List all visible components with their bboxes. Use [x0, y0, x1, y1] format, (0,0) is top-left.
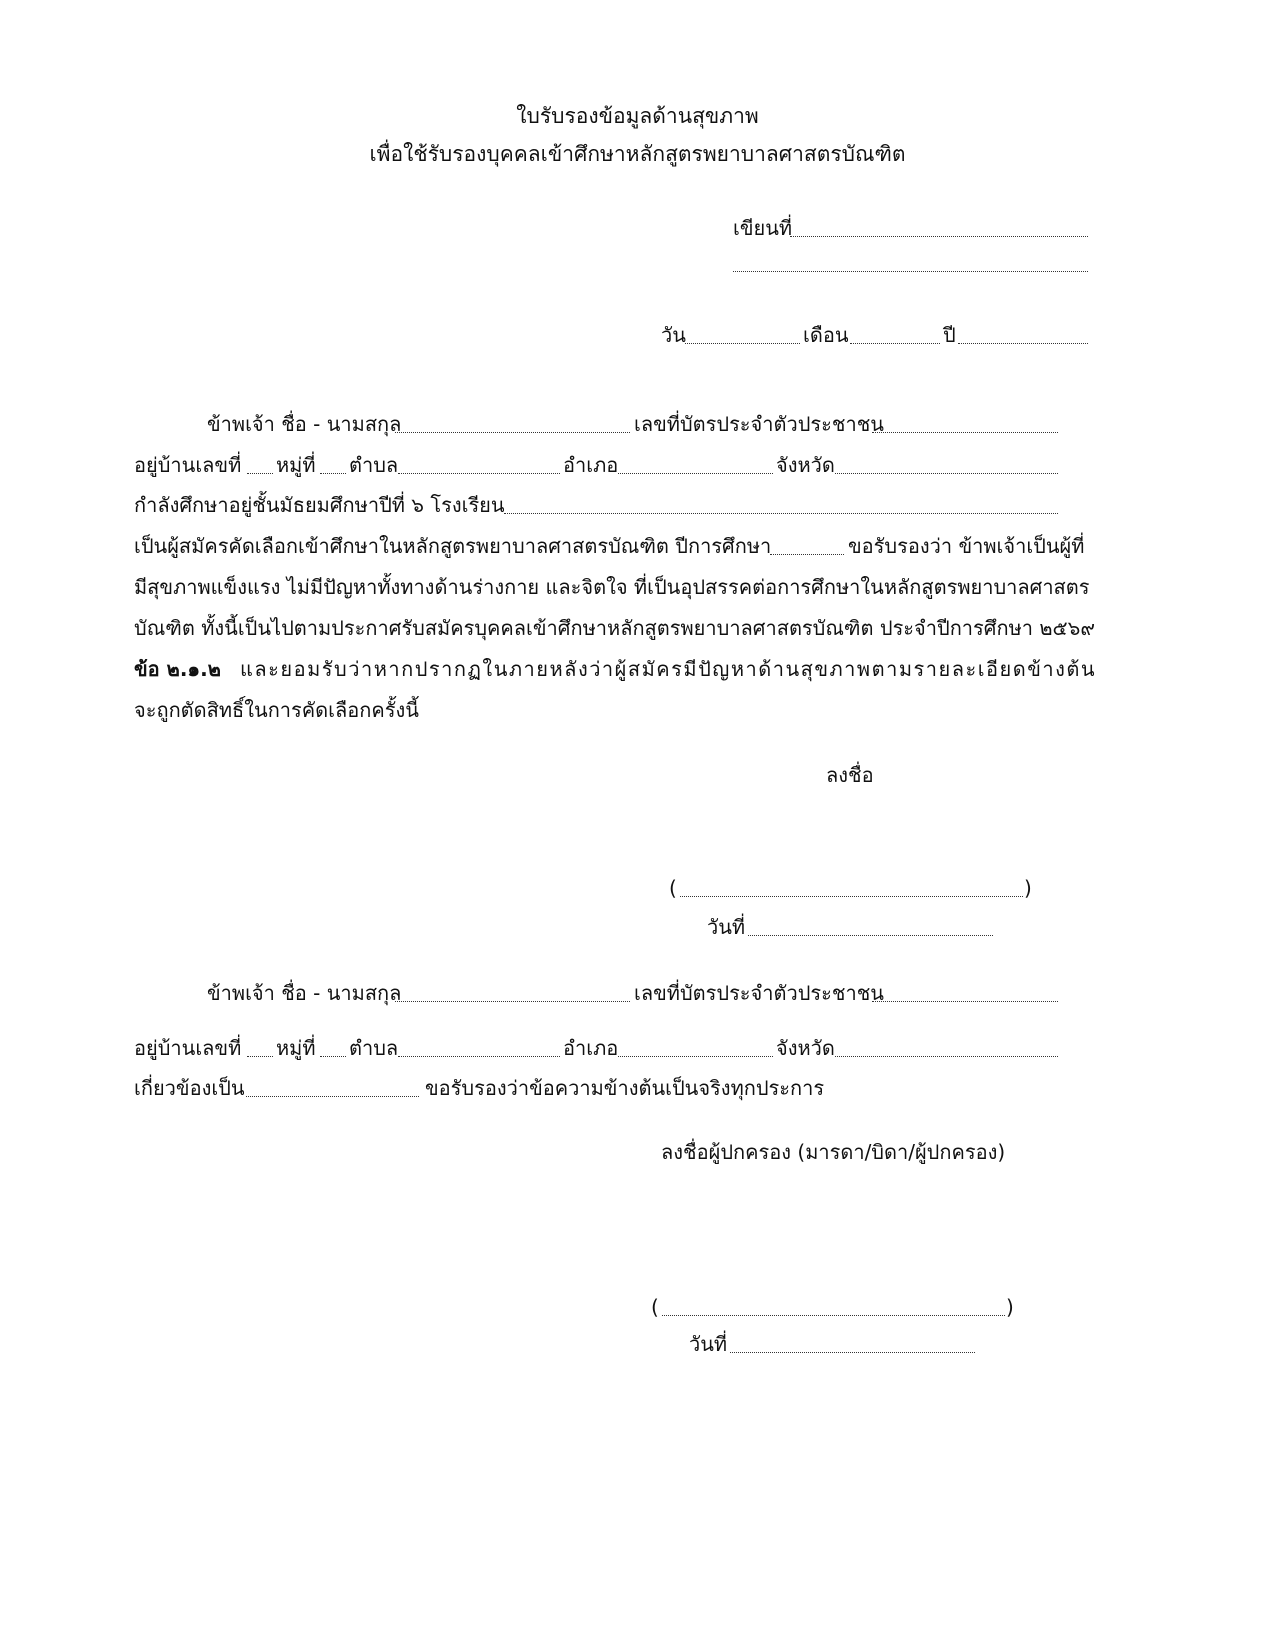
applicant-tambon-label: ตำบล: [349, 453, 399, 477]
guardian-amphoe-field[interactable]: [618, 1056, 773, 1057]
applicant-open-paren: (: [669, 876, 677, 900]
applicant-name-field[interactable]: [395, 432, 630, 433]
guardian-sign-label: ลงชื่อผู้ปกครอง (มารดา/บิดา/ผู้ปกครอง): [661, 1140, 1006, 1164]
guardian-relation-label: เกี่ยวข้องเป็น: [134, 1076, 245, 1100]
paragraph-line-2: มีสุขภาพแข็งแรง ไม่มีปัญหาทั้งทางด้านร่างกาย และจิตใจ ที่เป็นอุปสรรคต่อการศึกษาในหลักสูตรพยาบาลศาสตร: [134, 575, 1090, 599]
guardian-tambon-label: ตำบล: [349, 1036, 399, 1060]
form-title: ใบรับรองข้อมูลด้านสุขภาพ: [516, 104, 759, 128]
guardian-id-label: เลขที่บัตรประจำตัวประชาชน: [634, 981, 884, 1005]
paragraph-line-1a: เป็นผู้สมัครคัดเลือกเข้าศึกษาในหลักสูตรพยาบาลศาสตรบัณฑิต ปีการศึกษา: [134, 534, 772, 558]
guardian-amphoe-label: อำเภอ: [563, 1036, 619, 1060]
paragraph-line-3: บัณฑิต ทั้งนี้เป็นไปตามประกาศรับสมัครบุคคลเข้าศึกษาหลักสูตรพยาบาลศาสตรบัณฑิต ประจำปีการศึกษา ๒๕๖๙: [134, 616, 1096, 640]
guardian-name-label: ข้าพเจ้า ชื่อ - นามสกุล: [207, 981, 402, 1005]
applicant-id-field[interactable]: [872, 432, 1058, 433]
guardian-id-field[interactable]: [872, 1001, 1058, 1002]
applicant-moo-label: หมู่ที่: [276, 453, 316, 477]
applicant-province-label: จังหวัด: [776, 453, 835, 477]
applicant-house-field[interactable]: [247, 473, 273, 474]
guardian-open-paren: (: [651, 1295, 659, 1319]
applicant-school-field[interactable]: [504, 513, 1058, 514]
guardian-house-label: อยู่บ้านเลขที่: [134, 1036, 242, 1060]
guardian-date-label: วันที่: [689, 1332, 728, 1356]
guardian-province-label: จังหวัด: [776, 1036, 835, 1060]
applicant-amphoe-label: อำเภอ: [563, 453, 619, 477]
form-subtitle: เพื่อใช้รับรองบุคคลเข้าศึกษาหลักสูตรพยาบาลศาสตรบัณฑิต: [369, 142, 906, 166]
year-field[interactable]: [958, 343, 1088, 344]
paragraph-line-1b: ขอรับรองว่า ข้าพเจ้าเป็นผู้ที่: [848, 534, 1085, 558]
month-field[interactable]: [850, 343, 940, 344]
applicant-tambon-field[interactable]: [398, 473, 560, 474]
applicant-sign-label: ลงชื่อ: [826, 763, 874, 787]
written-at-field-2[interactable]: [733, 271, 1088, 272]
guardian-certify-text: ขอรับรองว่าข้อความข้างต้นเป็นจริงทุกประการ: [425, 1076, 825, 1100]
applicant-moo-field[interactable]: [320, 473, 346, 474]
guardian-close-paren: ): [1006, 1295, 1014, 1319]
day-field[interactable]: [685, 343, 800, 344]
month-label: เดือน: [803, 323, 849, 347]
guardian-name-field[interactable]: [395, 1001, 630, 1002]
applicant-id-label: เลขที่บัตรประจำตัวประชาชน: [634, 412, 884, 436]
applicant-close-paren: ): [1024, 876, 1032, 900]
paragraph-clause: ข้อ ๒.๑.๒: [134, 657, 221, 681]
guardian-printed-name-field[interactable]: [662, 1315, 1005, 1316]
applicant-date-field[interactable]: [748, 935, 993, 936]
guardian-date-field[interactable]: [730, 1352, 975, 1353]
guardian-moo-label: หมู่ที่: [276, 1036, 316, 1060]
applicant-school-label: กำลังศึกษาอยู่ชั้นมัธยมศึกษาปีที่ ๖ โรงเรียน: [134, 493, 505, 517]
guardian-moo-field[interactable]: [320, 1056, 346, 1057]
year-label: ปี: [943, 323, 956, 347]
written-at-label: เขียนที่: [733, 216, 793, 240]
applicant-date-label: วันที่: [707, 915, 746, 939]
applicant-printed-name-field[interactable]: [680, 896, 1023, 897]
paragraph-line-5: จะถูกตัดสิทธิ์ในการคัดเลือกครั้งนี้: [134, 698, 419, 722]
day-label: วัน: [661, 323, 686, 347]
guardian-province-field[interactable]: [835, 1056, 1058, 1057]
applicant-amphoe-field[interactable]: [618, 473, 773, 474]
paragraph-line-4: และยอมรับว่าหากปรากฏในภายหลังว่าผู้สมัครมีปัญหาด้านสุขภาพตามรายละเอียดข้างต้น: [240, 657, 1097, 681]
guardian-relation-field[interactable]: [246, 1096, 419, 1097]
guardian-house-field[interactable]: [247, 1056, 273, 1057]
applicant-province-field[interactable]: [835, 473, 1058, 474]
applicant-house-label: อยู่บ้านเลขที่: [134, 453, 242, 477]
applicant-name-label: ข้าพเจ้า ชื่อ - นามสกุล: [207, 412, 402, 436]
written-at-field[interactable]: [790, 236, 1088, 237]
guardian-tambon-field[interactable]: [398, 1056, 560, 1057]
academic-year-field[interactable]: [770, 554, 844, 555]
